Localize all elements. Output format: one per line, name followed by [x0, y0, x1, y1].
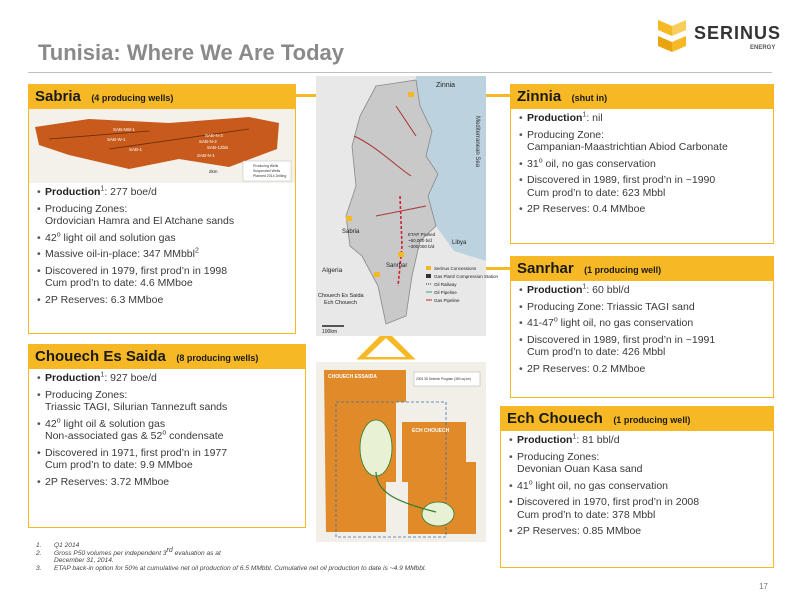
svg-text:Serinus Concessions: Serinus Concessions [434, 266, 477, 271]
svg-text:SAB-N-1: SAB-N-1 [197, 153, 215, 158]
ech-discovered: • Discovered in 1970, first prod’n in 2008 Cum prod’n to date: 378 Mbbl [509, 496, 767, 521]
zinnia-gravity: • 31$^o$ oil, no gas conservation [519, 158, 767, 171]
map-label-libya: Libya [452, 240, 467, 246]
sabria-card [28, 84, 296, 334]
svg-text:SAB-W-1: SAB-W-1 [107, 137, 126, 142]
chouech-gravity: • 42$^o$ light oil & solution gas Non-associated gas & 52$^o$ condensate [37, 418, 299, 443]
sanrhar-discovered: • Discovered in 1989, first prod’n in ~1991 Cum prod’n to date: 426 Mbbl [519, 334, 767, 359]
sabria-discovered: • Discovered in 1979, first prod’n in 1998 Cum prod’n to date: 4.6 MMboe [37, 265, 289, 290]
svg-text:Suspended Wells: Suspended Wells [253, 169, 281, 173]
svg-text:2km: 2km [209, 169, 218, 174]
zinnia-note: (shut in) [571, 93, 608, 103]
svg-text:Gas Pipeline: Gas Pipeline [434, 298, 460, 303]
sanrhar-gravity: • 41-47$^o$ light oil, no gas conservation [519, 317, 767, 330]
footnote-2: 2. Gross P50 volumes per independent 3rd evaluation as at December 31, 2014. [36, 546, 221, 564]
zinnia-body [511, 109, 773, 224]
svg-text:SAB-1: SAB-1 [129, 147, 143, 152]
sabria-production: • Production$^1$: 277 boe/d [37, 186, 289, 199]
logo-subtitle: ENERGY [750, 45, 776, 51]
map-label-algeria: Algeria [322, 267, 343, 274]
footnote-3: 3. ETAP back-in option for 50% at cumulative net oil production of 6.5 MMbbl. Cumulative net oil production to date is ~4.9 MMbbl. [36, 565, 427, 572]
page-number: 17 [759, 582, 768, 591]
zinnia-production: • Production$^1$: nil [519, 112, 767, 125]
map-label-ech: Ech Chouech [324, 300, 358, 306]
logo-wordmark: SERINUS [694, 23, 782, 43]
sabria-header [29, 85, 295, 109]
svg-text:SAB-N-2: SAB-N-2 [199, 139, 217, 144]
map-label-etap3: ~300,000 b/d [408, 244, 435, 249]
serinus-logo [654, 14, 784, 60]
zinnia-title: Zinnia [517, 88, 562, 105]
sanrhar-zones: • Producing Zone: Triassic TAGI sand [519, 301, 767, 314]
svg-text:SAB-12bis: SAB-12bis [207, 145, 229, 150]
zinnia-reserves: • 2P Reserves: 0.4 MMboe [519, 203, 767, 216]
sanrhar-header [511, 257, 773, 281]
zinnia-header [511, 85, 773, 109]
svg-text:Oil Pipeline: Oil Pipeline [434, 290, 457, 295]
ech-card [500, 406, 774, 568]
concession-chouech [374, 272, 380, 277]
sabria-gravity: • 42$^o$ light oil and solution gas [37, 232, 289, 245]
ech-title: Ech Chouech [507, 410, 603, 427]
map-label-etap1: ETAP Pruned [408, 232, 436, 237]
svg-text:Producing Wells: Producing Wells [253, 164, 279, 168]
ech-zones: • Producing Zones: Devonian Ouan Kasa sand [509, 451, 767, 476]
sabria-title: Sabria [35, 88, 81, 105]
ech-body [501, 431, 773, 546]
ech-reserves: • 2P Reserves: 0.85 MMboe [509, 525, 767, 538]
sabria-map-graphic [29, 109, 295, 183]
chouech-zones: • Producing Zones: Triassic TAGI, Silurian Tannezuft sands [37, 389, 299, 414]
sabria-body [29, 183, 295, 314]
tunisia-map [316, 76, 499, 336]
chouech-production: • Production$^1$: 927 boe/d [37, 372, 299, 385]
zinnia-zones: • Producing Zone: Campanian-Maastrichtian Abiod Carbonate [519, 129, 767, 154]
chouech-card [28, 344, 306, 528]
ech-gravity: • 41$^o$ light oil, no gas conservation [509, 480, 767, 493]
chouech-discovered: • Discovered in 1971, first prod’n in 1977 Cum prod’n to date: 9.9 MMboe [37, 447, 299, 472]
concession-sabria [346, 216, 352, 221]
ech-production: • Production$^1$: 81 bbl/d [509, 434, 767, 447]
concession-zinnia [408, 92, 414, 97]
chouech-reserves: • 2P Reserves: 3.72 MMboe [37, 476, 299, 489]
footnote-1: 1. Q1 2014 [36, 542, 80, 549]
map-label-etap2: ~60,000 b/d [408, 238, 432, 243]
page-title: Tunisia: Where We Are Today [38, 40, 345, 65]
zinnia-card [510, 84, 774, 244]
sanrhar-card [510, 256, 774, 398]
ech-note: (1 producing well) [613, 415, 691, 425]
sanrhar-title: Sanrhar [517, 260, 574, 277]
svg-text:SAB-NW-1: SAB-NW-1 [113, 127, 135, 132]
map-label-zinnia: Zinnia [436, 82, 456, 89]
sabria-map [29, 109, 295, 183]
chouech-note: (8 producing wells) [176, 353, 259, 363]
sabria-reserves: • 2P Reserves: 6.3 MMboe [37, 294, 289, 307]
sanrhar-body [511, 281, 773, 383]
sanrhar-production: • Production$^1$: 60 bbl/d [519, 284, 767, 297]
map-label-sanrhar: Sanrhar [386, 263, 408, 269]
chouech-title: Chouech Es Saida [35, 348, 166, 365]
map-scale: 100km [322, 329, 338, 335]
sabria-note: (4 producing wells) [91, 93, 174, 103]
field-map-title-left: CHOUECH ESSAIDA [328, 374, 377, 380]
svg-text:SAB-N-3: SAB-N-3 [205, 133, 223, 138]
svg-text:Gas Plant/ Compression Station: Gas Plant/ Compression Station [434, 274, 499, 279]
svg-text:Oil Railway: Oil Railway [434, 282, 457, 287]
chouech-body [29, 369, 305, 496]
sabria-zones: • Producing Zones: Ordovician Hamra and El Atchane sands [37, 203, 289, 228]
sabria-oip: • Massive oil-in-place: 347 MMbbl$^2$ [37, 248, 289, 261]
map-label-chouech: Chouech Es Saida [318, 293, 364, 299]
svg-text:Planned 2014 Drilling: Planned 2014 Drilling [253, 174, 287, 178]
ech-header [501, 407, 773, 431]
sanrhar-reserves: • 2P Reserves: 0.2 MMboe [519, 363, 767, 376]
chouech-field-map [316, 362, 486, 542]
chouech-header [29, 345, 305, 369]
field-map-title-right: ECH CHOUECH [412, 428, 450, 434]
map-label-sabria: Sabria [342, 229, 360, 235]
serinus-logo-icon [654, 16, 690, 56]
map-label-sea: Mediterranean Sea [474, 116, 480, 168]
sanrhar-note: (1 producing well) [584, 265, 662, 275]
field-map-legend: 2005 3D Seismic Program (380 sq km) [416, 377, 471, 381]
footnotes [36, 542, 426, 573]
concession-sanrhar [398, 252, 404, 257]
zinnia-discovered: • Discovered in 1989, first prod’n in ~1990 Cum prod’n to date: 623 Mbbl [519, 174, 767, 199]
title-divider [28, 72, 772, 73]
